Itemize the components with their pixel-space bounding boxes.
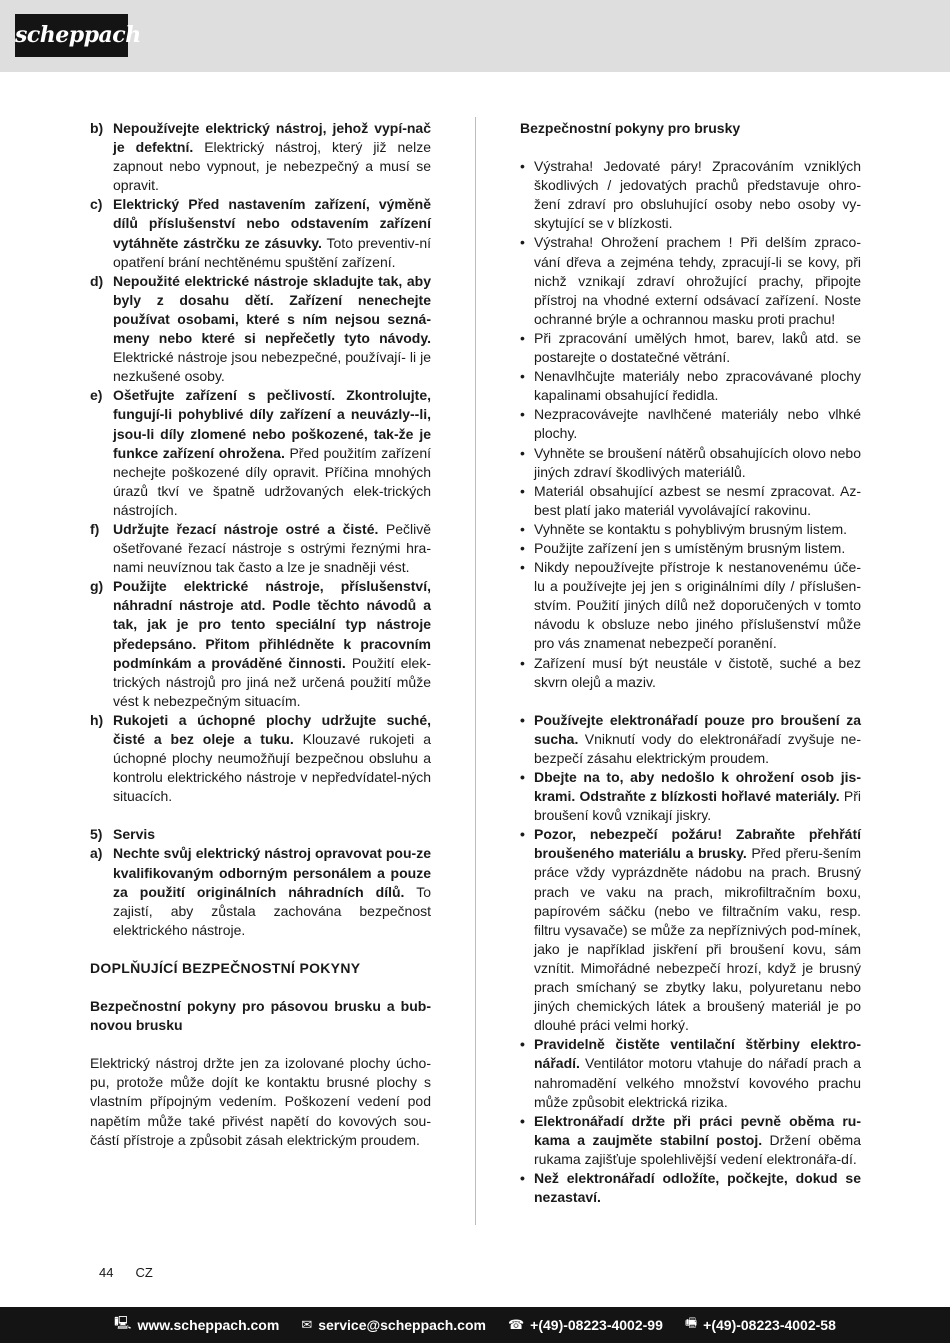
item-bold-text: Ošetřujte zařízení s pečlivostí. Zkontrolujte, fungují-li pohyblivé díly zařízení a neuvázly--li, jsou-li díly zlomené nebo poškozené, tak-že je funkce zařízení ohrožena. xyxy=(113,387,431,461)
item-bold-text: Nepoužívejte elektrický nástroj, jehož vypí-nač je defektní. xyxy=(113,120,431,156)
list-item-h xyxy=(90,711,431,806)
page-number-row xyxy=(99,1265,175,1280)
list-item: • Pravidelně čistěte ventilační štěrbiny elektro-nářadí. Ventilátor motoru vtahuje do nářadí prach a nahromadění velkého množství kovového prachu může způsobit elektrická rizika. xyxy=(520,1035,861,1111)
computer-icon: 🖳 xyxy=(114,1315,132,1330)
item-bold-text: Udržujte řezací nástroje ostré a čisté. xyxy=(113,520,379,537)
item-text: Toto preventiv-ní opatření brání nechtěnému spuštění zařízení. xyxy=(113,234,432,270)
item-label: f) xyxy=(90,520,100,537)
footer-website[interactable] xyxy=(114,1314,279,1336)
list-item-f xyxy=(90,520,431,577)
list-item: • Použijte zařízení jen s umístěným brusným listem. xyxy=(520,539,861,558)
subheading: Bezpečnostní pokyny pro pásovou brusku a bub-novou brusku xyxy=(90,998,431,1034)
item-label: h) xyxy=(90,711,104,728)
list-item: • Nikdy nepoužívejte přístroje k nestanovenému úče-lu a používejte jej jen s originálními díly / příslušen-stvím. Použití jiných dílů než doporučených v tomto návodu k obsluze nebo jiného příslušenství může pro vás znamenat nebezpečí poranění. xyxy=(520,558,861,653)
item-text: Použití elek-trických nástrojů pro jiná než určená použití může vést k nebezpečným situacím. xyxy=(113,654,431,709)
bullet-icon: • xyxy=(520,406,525,423)
footer-fax[interactable] xyxy=(685,1314,836,1336)
section-servis xyxy=(90,825,431,844)
left-column xyxy=(90,119,431,1150)
list-item: • Výstraha! Jedovaté páry! Zpracováním vzniklých škodlivých / jedovatých prachů představuje ohro-žení zdraví pro obsluhující osoby nebo osoby vy-skytující se v blízkosti. xyxy=(520,157,861,233)
footer-email[interactable] xyxy=(301,1317,486,1333)
footer-bar xyxy=(0,1307,950,1343)
item-text: Elektrické nástroje jsou nebezpečné, používají- li je nezkušené osoby. xyxy=(113,349,431,385)
page-number: 44 xyxy=(99,1265,114,1280)
fax-number[interactable]: +(49)-08223-4002-58 xyxy=(703,1317,836,1333)
envelope-icon: ✉ xyxy=(301,1317,313,1332)
bullet-icon: • xyxy=(520,826,525,843)
bullet-list xyxy=(520,157,861,692)
item-label: c) xyxy=(90,196,103,213)
fax-icon: 🖷 xyxy=(684,1315,698,1330)
website-link[interactable]: www.scheppach.com xyxy=(137,1317,280,1333)
item-label: a) xyxy=(90,845,103,862)
item-text: Pečlivě ošetřované řezací nástroje s ostrými řeznými hra-nami neuvíznou tak často a lze je snadněji vést. xyxy=(113,520,431,576)
phone-icon: ☎ xyxy=(507,1317,525,1332)
bullet-icon: • xyxy=(520,559,525,576)
section-number: 5) xyxy=(90,826,103,843)
item-label: g) xyxy=(90,578,104,595)
item-bold-text: Nechte svůj elektrický nástroj opravovat pou-ze kvalifikovaným odborným personálem a pouze za použití originálních náhradních dílů. xyxy=(113,845,431,900)
list-item: • Elektronářadí držte při práci pevně oběma ru-kama a zaujměte stabilní postoj. Držení oběma rukama zajišťuje spolehlivější vedení elektronářa-dí. xyxy=(520,1112,861,1169)
header-bar xyxy=(0,0,950,72)
language-code: CZ xyxy=(135,1265,153,1280)
list-item-b xyxy=(90,119,431,195)
item-label: b) xyxy=(90,120,104,136)
bullet-icon: • xyxy=(520,444,525,461)
item-text: To zajistí, aby zůstala zachována bezpečnost elektrického nástroje. xyxy=(113,883,431,938)
list-item-g xyxy=(90,577,431,711)
list-item-a xyxy=(90,844,431,939)
list-item: • Výstraha! Ohrožení prachem ! Při delším zpraco-vání dřeva a zejména tehdy, zpracují-li se kovy, při nichž vznikají zdraví ohrožující prachy, připojte přístroj na vhodné externí odsávací zařízení. Noste ochranné brýle a ochrannou masku proti prachu! xyxy=(520,233,861,328)
item-bold-text: Elektrický Před nastavením zařízení, výměně dílů příslušenství nebo odstavením zařízení vytáhněte zástrčku ze zásuvky. xyxy=(113,196,431,251)
right-column xyxy=(520,119,861,1207)
section-heading: DOPLŇUJÍCÍ BEZPEČNOSTNÍ POKYNY xyxy=(90,959,361,976)
item-bold-text: Nepoužité elektrické nástroje skladujte tak, aby byly z dosahu dětí. Zařízení nenechejte používat osobami, které s ním nejsou sezná-meny nebo které si nepřečetly tyto návody. xyxy=(113,272,431,347)
list-item: • Zařízení musí být neustále v čistotě, suché a bez skvrn olejů a maziv. xyxy=(520,654,861,692)
bullet-icon: • xyxy=(520,482,525,499)
list-item: • Dbejte na to, aby nedošlo k ohrožení osob jis-krami. Odstraňte z blízkosti hořlavé materiály. Při broušení kovů vznikají jiskry. xyxy=(520,768,861,825)
footer-phone[interactable] xyxy=(508,1317,663,1333)
scheppach-logo[interactable]: scheppach xyxy=(15,14,128,57)
email-link[interactable]: service@scheppach.com xyxy=(318,1317,486,1333)
bullet-icon: • xyxy=(520,1036,525,1053)
body-paragraph: Elektrický nástroj držte jen za izolované plochy úcho-pu, protože může dojít ke kontaktu brusné plochy s vlastním přípojným vedením. Poškození vedení pod napětím může také přivést napětí do kovových sou-částí přístroje a způsobit zásah elektrickým proudem. xyxy=(90,1055,431,1148)
bullet-icon: • xyxy=(520,711,525,728)
item-bold-text: Použijte elektrické nástroje, příslušenství, náhradní nástroje atd. Podle těchto návodů a tak, jak je pro tento speciální typ nástroje předepsáno. Přitom přihlédněte k pracovním podmínkám a prováděné činnosti. xyxy=(113,578,431,671)
item-text: Elektrický nástroj, který již nelze zapnout nebo vypnout, je nebezpečný a musí se opravit. xyxy=(113,139,431,194)
list-item: • Pozor, nebezpečí požáru! Zabraňte přehřátí broušeného materiálu a brusky. Před přeru-šením práce vždy vyprázdněte nádobu na prach. Brusný prach ve vaku na prach, mikrofiltračním boxu, papírovém sáčku (nebo ve filtračním vaku, resp. filtru vysavače) se může za nepříznivých pod-mínek, jako je například jiskření při broušení kovu, sám vznítit. Mimořádné nebezpečí hrozí, když je brusný prach smíchaný se zbytky laku, polyuretanu nebo jiných chemických látek a broušený materiál je po dlouhé práci velmi horký. xyxy=(520,825,861,1035)
list-item: • Vyhněte se kontaktu s pohyblivým brusným listem. xyxy=(520,520,861,539)
list-item: • Nezpracovávejte navlhčené materiály nebo vlhké plochy. xyxy=(520,405,861,443)
bold-bullet-list xyxy=(520,711,861,1207)
section-heading: Bezpečnostní pokyny pro brusky xyxy=(520,120,741,136)
section-title: Servis xyxy=(113,826,156,843)
item-label: e) xyxy=(90,387,103,404)
bullet-icon: • xyxy=(520,368,525,385)
list-item: • Než elektronářadí odložíte, počkejte, dokud se nezastaví. xyxy=(520,1169,861,1207)
list-item: • Při zpracování umělých hmot, barev, laků atd. se postarejte o dostatečné větrání. xyxy=(520,329,861,367)
item-text: Před použitím zařízení nechejte poškozené díly opravit. Příčina mnohých úrazů tkví ve špatně udržovaných elek-trických nástrojích. xyxy=(113,444,431,518)
bullet-icon: • xyxy=(520,1169,525,1186)
list-item-e xyxy=(90,386,431,520)
list-item: • Materiál obsahující azbest se nesmí zpracovat. Az-best platí jako materiál vyvolávající rakovinu. xyxy=(520,482,861,520)
bullet-icon: • xyxy=(520,158,525,175)
bullet-icon: • xyxy=(520,234,525,251)
phone-number[interactable]: +(49)-08223-4002-99 xyxy=(530,1317,663,1333)
list-item-d xyxy=(90,272,431,387)
bullet-icon: • xyxy=(520,329,525,346)
list-item: • Vyhněte se broušení nátěrů obsahujících olovo nebo jiných zdraví škodlivých materiálů. xyxy=(520,444,861,482)
bullet-icon: • xyxy=(520,769,525,785)
bullet-icon: • xyxy=(520,1112,525,1129)
column-divider xyxy=(475,117,476,1225)
item-bold-text: Rukojeti a úchopné plochy udržujte suché, čisté a bez oleje a tuku. xyxy=(113,711,431,747)
bullet-icon: • xyxy=(520,654,525,671)
list-item: • Nenavlhčujte materiály nebo zpracovávané plochy kapalinami obsahující ředidla. xyxy=(520,367,861,405)
list-item-c xyxy=(90,195,431,271)
list-item: • Používejte elektronářadí pouze pro broušení za sucha. Vniknutí vody do elektronářadí zvyšuje ne-bezpečí zásahu elektrickým proudem. xyxy=(520,711,861,768)
item-label: d) xyxy=(90,272,104,289)
bullet-icon: • xyxy=(520,539,525,556)
item-text: Klouzavé rukojeti a úchopné plochy neumožňují bezpečnou obsluhu a kontrolu elektrického nástroje v nepředvídatel-ných situacích. xyxy=(113,731,431,805)
bullet-icon: • xyxy=(520,520,525,537)
